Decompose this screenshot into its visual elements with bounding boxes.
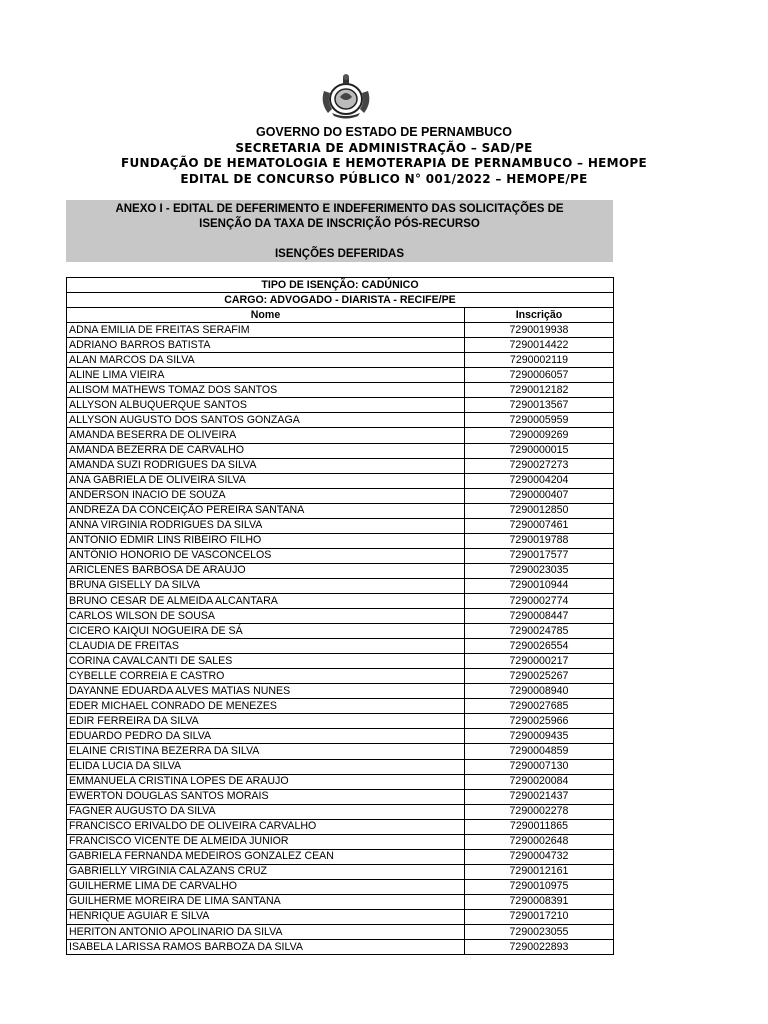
candidate-name: GABRIELLY VIRGINIA CALAZANS CRUZ	[67, 864, 465, 879]
candidate-name: EDUARDO PEDRO DA SILVA	[67, 729, 465, 744]
inscricao-number: 7290027685	[465, 699, 614, 714]
inscricao-number: 7290023035	[465, 563, 614, 578]
candidate-name: FRANCISCO VICENTE DE ALMEIDA JUNIOR	[67, 834, 465, 849]
inscricao-number: 7290008447	[465, 609, 614, 624]
inscricao-number: 7290012850	[465, 503, 614, 518]
inscricao-number: 7290014422	[465, 338, 614, 353]
inscricao-number: 7290002278	[465, 804, 614, 819]
table-row	[67, 864, 614, 879]
inscricao-number: 7290011865	[465, 819, 614, 834]
candidate-name: FAGNER AUGUSTO DA SILVA	[67, 804, 465, 819]
candidate-name: ANDERSON INACIO DE SOUZA	[67, 488, 465, 503]
exemption-type-title: TIPO DE ISENÇÃO: CADÚNICO	[67, 278, 614, 293]
table-row	[67, 338, 614, 353]
table-row	[67, 368, 614, 383]
inscricao-number: 7290000407	[465, 488, 614, 503]
candidate-name: ALISOM MATHEWS TOMAZ DOS SANTOS	[67, 383, 465, 398]
table-row	[67, 804, 614, 819]
table-row	[67, 533, 614, 548]
table-row	[67, 654, 614, 669]
inscricao-number: 7290026554	[465, 639, 614, 654]
candidate-name: ADRIANO BARROS BATISTA	[67, 338, 465, 353]
inscricao-number: 7290002774	[465, 593, 614, 608]
candidate-name: CICERO KAIQUI NOGUEIRA DE SÁ	[67, 624, 465, 639]
inscricao-number: 7290005959	[465, 413, 614, 428]
table-row	[67, 669, 614, 684]
header-government: GOVERNO DO ESTADO DE PERNAMBUCO	[255, 125, 513, 139]
candidate-name: ELIDA LUCIA DA SILVA	[67, 759, 465, 774]
table-row	[67, 834, 614, 849]
inscricao-number: 7290008391	[465, 894, 614, 909]
table-row	[67, 894, 614, 909]
cargo-title: CARGO: ADVOGADO - DIARISTA - RECIFE/PE	[67, 293, 614, 308]
table-row	[67, 639, 614, 654]
table-row	[67, 909, 614, 924]
inscricao-number: 7290025966	[465, 714, 614, 729]
candidate-name: CLAUDIA DE FREITAS	[67, 639, 465, 654]
inscricao-number: 7290006057	[465, 368, 614, 383]
inscricao-number: 7290009269	[465, 428, 614, 443]
table-row	[67, 563, 614, 578]
candidate-name: HERITON ANTONIO APOLINARIO DA SILVA	[67, 925, 465, 940]
candidate-name: GUILHERME LIMA DE CARVALHO	[67, 879, 465, 894]
candidate-name: BRUNO CESAR DE ALMEIDA ALCANTARA	[67, 593, 465, 608]
candidate-name: GABRIELA FERNANDA MEDEIROS GONZALEZ CEAN	[67, 849, 465, 864]
candidate-name: CYBELLE CORREIA E CASTRO	[67, 669, 465, 684]
state-seal-logo	[318, 73, 374, 119]
table-row	[67, 503, 614, 518]
annex-title-line2: ISENÇÃO DA TAXA DE INSCRIÇÃO PÓS-RECURSO	[199, 218, 480, 230]
candidate-name: ANNA VIRGINIA RODRIGUES DA SILVA	[67, 518, 465, 533]
candidate-name: CARLOS WILSON DE SOUSA	[67, 609, 465, 624]
inscricao-number: 7290012161	[465, 864, 614, 879]
candidate-name: ALLYSON AUGUSTO DOS SANTOS GONZAGA	[67, 413, 465, 428]
inscricao-number: 7290002648	[465, 834, 614, 849]
annex-section-title: ISENÇÕES DEFERIDAS	[274, 248, 405, 260]
candidate-name: EWERTON DOUGLAS SANTOS MORAIS	[67, 789, 465, 804]
table-row	[67, 428, 614, 443]
candidate-name: ANDREZA DA CONCEIÇÃO PEREIRA SANTANA	[67, 503, 465, 518]
candidate-name: EMMANUELA CRISTINA LOPES DE ARAUJO	[67, 774, 465, 789]
candidate-name: HENRIQUE AGUIAR E SILVA	[67, 909, 465, 924]
table-row	[67, 548, 614, 563]
candidate-name: ALLYSON ALBUQUERQUE SANTOS	[67, 398, 465, 413]
table-row	[67, 443, 614, 458]
header-secretariat: SECRETARIA DE ADMINISTRAÇÃO – SAD/PE	[235, 140, 533, 155]
inscricao-number: 7290007461	[465, 518, 614, 533]
annex-title-box	[66, 200, 613, 262]
inscricao-number: 7290004859	[465, 744, 614, 759]
inscricao-number: 7290000015	[465, 443, 614, 458]
table-row	[67, 925, 614, 940]
table-row	[67, 609, 614, 624]
table-body	[67, 323, 614, 955]
table-row	[67, 714, 614, 729]
inscricao-number: 7290009435	[465, 729, 614, 744]
candidate-name: EDIR FERREIRA DA SILVA	[67, 714, 465, 729]
inscricao-number: 7290025267	[465, 669, 614, 684]
inscricao-number: 7290017210	[465, 909, 614, 924]
inscricao-number: 7290002119	[465, 353, 614, 368]
exemption-table	[66, 277, 614, 955]
table-row	[67, 774, 614, 789]
table-row	[67, 940, 614, 955]
candidate-name: AMANDA SUZI RODRIGUES DA SILVA	[67, 458, 465, 473]
candidate-name: ARICLENES BARBOSA DE ARAÚJO	[67, 563, 465, 578]
table-row	[67, 413, 614, 428]
table-row	[67, 879, 614, 894]
inscricao-number: 7290021437	[465, 789, 614, 804]
inscricao-number: 7290008940	[465, 684, 614, 699]
candidate-name: ELAINE CRISTINA BEZERRA DA SILVA	[67, 744, 465, 759]
table-row	[67, 729, 614, 744]
inscricao-number: 7290022893	[465, 940, 614, 955]
inscricao-number: 7290027273	[465, 458, 614, 473]
table-row	[67, 323, 614, 338]
inscricao-number: 7290004204	[465, 473, 614, 488]
column-header-name: Nome	[67, 308, 465, 323]
table-row	[67, 578, 614, 593]
inscricao-number: 7290007130	[465, 759, 614, 774]
candidate-name: GUILHERME MOREIRA DE LIMA SANTANA	[67, 894, 465, 909]
inscricao-number: 7290023055	[465, 925, 614, 940]
column-header-inscricao: Inscrição	[465, 308, 614, 323]
table-row	[67, 593, 614, 608]
candidate-name: ALINE LIMA VIEIRA	[67, 368, 465, 383]
table-row	[67, 353, 614, 368]
candidate-name: AMANDA BESERRA DE OLIVEIRA	[67, 428, 465, 443]
inscricao-number: 7290024785	[465, 624, 614, 639]
candidate-name: AMANDA BEZERRA DE CARVALHO	[67, 443, 465, 458]
table-row	[67, 518, 614, 533]
annex-title-line1: ANEXO I - EDITAL DE DEFERIMENTO E INDEFERIMENTO DAS SOLICITAÇÕES DE	[115, 203, 564, 215]
candidate-name: EDER MICHAEL CONRADO DE MENEZES	[67, 699, 465, 714]
table-row	[67, 458, 614, 473]
inscricao-number: 7290017577	[465, 548, 614, 563]
table-row	[67, 744, 614, 759]
inscricao-number: 7290000217	[465, 654, 614, 669]
candidate-name: ADNA EMILIA DE FREITAS SERAFIM	[67, 323, 465, 338]
inscricao-number: 7290019938	[465, 323, 614, 338]
inscricao-number: 7290010944	[465, 578, 614, 593]
table-row	[67, 624, 614, 639]
candidate-name: FRANCISCO ERIVALDO DE OLIVEIRA CARVALHO	[67, 819, 465, 834]
document-header	[0, 125, 768, 187]
inscricao-number: 7290013567	[465, 398, 614, 413]
table-row	[67, 819, 614, 834]
table-row	[67, 684, 614, 699]
candidate-name: ANTÔNIO HONORIO DE VASCONCELOS	[67, 548, 465, 563]
inscricao-number: 7290020084	[465, 774, 614, 789]
header-foundation: FUNDAÇÃO DE HEMATOLOGIA E HEMOTERAPIA DE PERNAMBUCO – HEMOPE	[120, 156, 648, 170]
candidate-name: ANTONIO EDMIR LINS RIBEIRO FILHO	[67, 533, 465, 548]
inscricao-number: 7290004732	[465, 849, 614, 864]
table-row	[67, 473, 614, 488]
table-row	[67, 398, 614, 413]
table-row	[67, 488, 614, 503]
inscricao-number: 7290012182	[465, 383, 614, 398]
candidate-name: ALAN MARCOS DA SILVA	[67, 353, 465, 368]
table-row	[67, 849, 614, 864]
table-row	[67, 789, 614, 804]
table-row	[67, 759, 614, 774]
candidate-name: ISABELA LARISSA RAMOS BARBOZA DA SILVA	[67, 940, 465, 955]
candidate-name: BRUNA GISELLY DA SILVA	[67, 578, 465, 593]
candidate-name: CORINA CAVALCANTI DE SALES	[67, 654, 465, 669]
table-row	[67, 383, 614, 398]
candidate-name: ANA GABRIELA DE OLIVEIRA SILVA	[67, 473, 465, 488]
header-edital: EDITAL DE CONCURSO PÚBLICO N° 001/2022 – HEMOPE/PE	[180, 171, 588, 186]
inscricao-number: 7290010975	[465, 879, 614, 894]
inscricao-number: 7290019788	[465, 533, 614, 548]
candidate-name: DAYANNE EDUARDA ALVES MATIAS NUNES	[67, 684, 465, 699]
table-row	[67, 699, 614, 714]
